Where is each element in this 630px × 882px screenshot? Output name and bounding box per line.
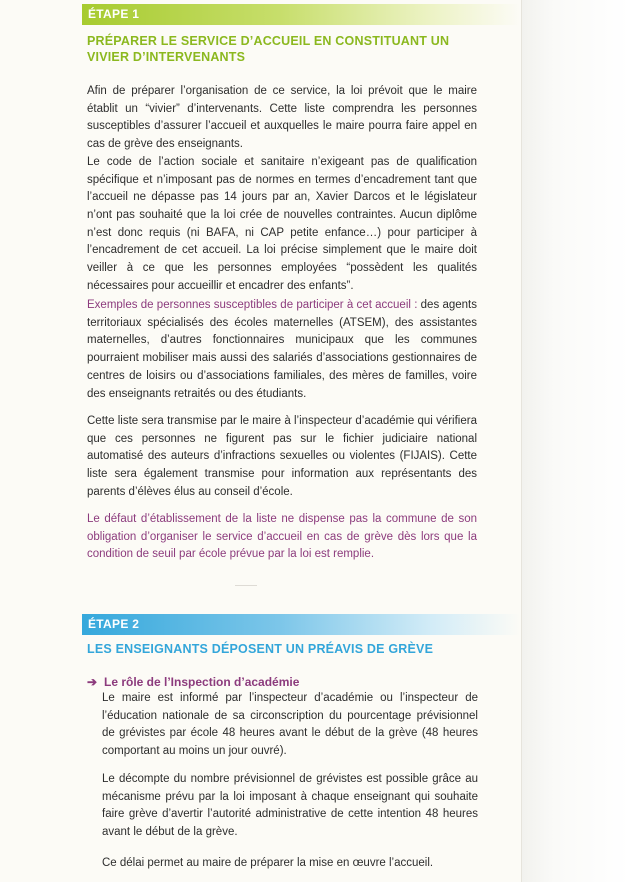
step1-para2: Le code de l’action sociale et sanitaire n’exigeant pas de qualification spécifique et n’imposant pas de normes en termes d’encadrement tant que l’accueil ne dépasse pas 14 jours par an, Xavier Darcos et le législateur n’ont pas souhaité que la loi crée de nouvelles contraintes. Aucun diplôme n’est donc requis (ni BAFA, ni CAP petite enfance…) pour participer à l’encadrement de cet accueil. La loi précise simplement que le maire doit veiller à ce que les personnes employées “possèdent les qualités nécessaires pour accueillir et encadrer des enfants”. <box>87 155 477 292</box>
step1-examples <box>87 297 477 403</box>
step2-banner <box>82 614 520 635</box>
step2-label: ÉTAPE 2 <box>88 617 140 631</box>
step2-para3: Ce délai permet au maire de préparer la mise en œuvre l’accueil. <box>102 857 434 869</box>
step2-sub-heading <box>87 675 477 689</box>
step1-label: ÉTAPE 1 <box>88 7 140 21</box>
step2-para1: Le maire est informé par l’inspecteur d’académie ou l’inspecteur de l’éducation nationale de sa circonscription du pourcentage prévisionnel de grévistes par école 48 heures avant le début de la grève (48 heures comportant au moins un jour ouvré). <box>102 692 478 758</box>
step1-banner <box>82 4 520 25</box>
sub-heading-label: Le rôle de l’Inspection d’académie <box>104 675 300 689</box>
paper-smudge <box>235 585 257 586</box>
step1-para5: Le défaut d’établissement de la liste ne dispense pas la commune de son obligation d’organiser le service d’accueil en cas de grève dès lors que la condition de seuil par école prévue par la loi est remplie. <box>87 513 477 561</box>
step1-para1: Afin de préparer l’organisation de ce service, la loi prévoit que le maire établit un “vivier” d’intervenants. Cette liste comprendra les personnes susceptibles d’assurer l’accueil et auxquelles le maire pourra faire appel en cas de grève des enseignants. <box>87 85 477 151</box>
step2-para2: Le décompte du nombre prévisionnel de grévistes est possible grâce au mécanisme prévu par la loi imposant à chaque enseignant qui souhaite faire grève d’avertir l’autorité administrative de cette intention 48 heures avant le début de la grève. <box>102 773 478 839</box>
step1-paragraph-intro <box>87 83 477 295</box>
step1-title: PRÉPARER LE SERVICE D’ACCUEIL EN CONSTITUANT UN VIVIER D’INTERVENANTS <box>87 34 450 64</box>
arrow-right-icon: ➔ <box>87 675 98 689</box>
examples-lead: Exemples de personnes susceptibles de participer à cet accueil : <box>87 299 418 311</box>
step2-title: LES ENSEIGNANTS DÉPOSENT UN PRÉAVIS DE GRÈVE <box>87 642 434 656</box>
page-edge <box>521 0 630 882</box>
step1-para4: Cette liste sera transmise par le maire à l’inspecteur d’académie qui vérifiera que ces personnes ne figurent pas sur le fichier judiciaire national automatisé des auteurs d’infractions sexuelles ou violentes (FIJAIS). Cette liste sera également transmise pour information aux représentants des parents d’élèves élus au conseil d’école. <box>87 415 477 498</box>
examples-text: des agents territoriaux spécialisés des écoles maternelles (ATSEM), des assistantes maternelles, d’autres fonctionnaires municipaux que les communes pourraient mobiliser mais aussi des salariés d’associations gestionnaires de centres de loisirs ou d’associations familiales, des mères de familles, voire des enseignants retraités ou des étudiants. <box>87 299 477 400</box>
